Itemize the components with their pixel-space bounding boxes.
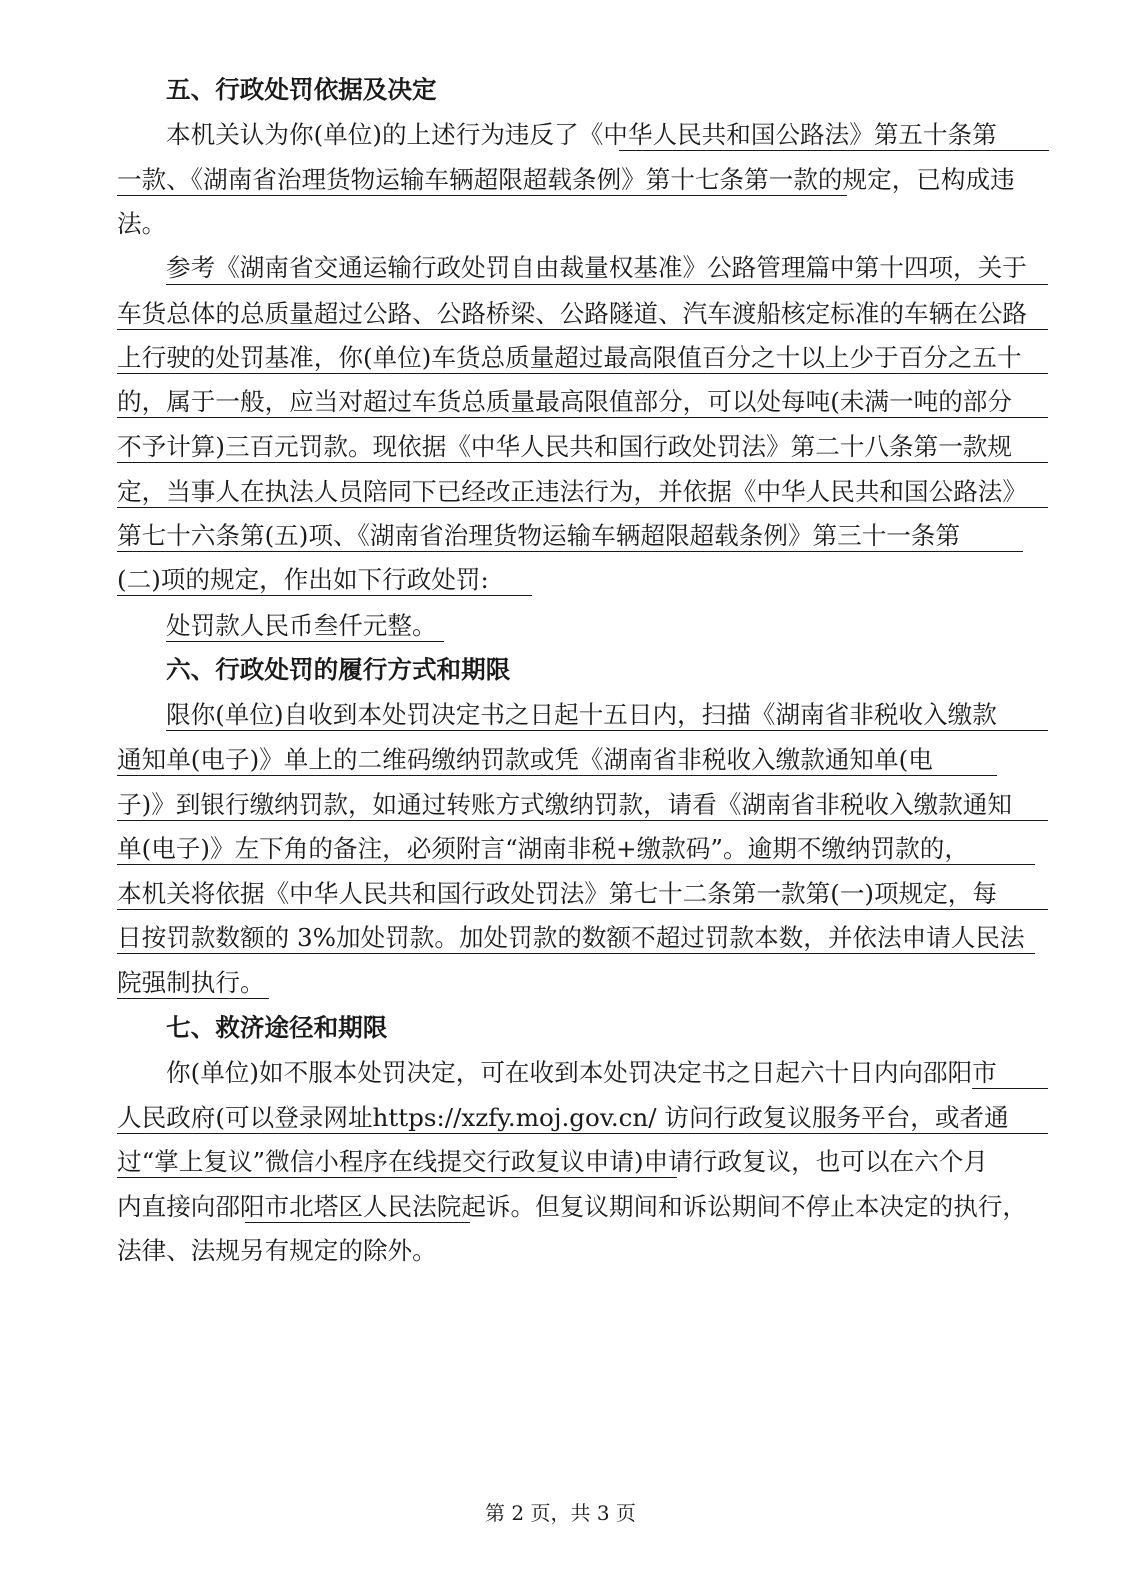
paragraph-line: 日按罚款数额的 3%加处罚款。加处罚款的数额不超过罚款本数，并依法申请人民法 — [117, 923, 1025, 952]
paragraph-line: 子)》到银行缴纳罚款，如通过转账方式缴纳罚款，请看《湖南省非税收入缴款通知 — [117, 790, 1012, 819]
fill-underline — [117, 329, 1048, 330]
fill-underline — [117, 551, 1023, 552]
paragraph-line: 本机关将依据《中华人民共和国行政处罚法》第七十二条第一款第(一)项规定，每 — [117, 879, 997, 908]
fill-underline — [117, 909, 1048, 910]
section-heading-6: 六、行政处罚的履行方式和期限 — [166, 655, 511, 684]
fill-underline — [117, 417, 1048, 418]
fill-underline — [117, 775, 997, 776]
fill-underline — [166, 284, 1048, 285]
fill-underline — [117, 953, 1035, 954]
paragraph-line: 限你(单位)自收到本处罚决定书之日起十五日内，扫描《湖南省非税收入缴款 — [166, 700, 997, 729]
paragraph-line: 过“掌上复议”微信小程序在线提交行政复议申请)申请行政复议，也可以在六个月 — [117, 1147, 988, 1176]
paragraph-line: (二)项的规定，作出如下行政处罚: — [117, 565, 489, 594]
paragraph-line: 上行驶的处罚基准，你(单位)车货总质量超过最高限值百分之十以上少于百分之五十 — [117, 343, 1022, 372]
fill-underline — [117, 998, 269, 999]
paragraph-line: 的，属于一般，应当对超过车货总质量最高限值部分，可以处每吨(未满一吨的部分 — [117, 387, 1012, 416]
paragraph-line: 不予计算)三百元罚款。现依据《中华人民共和国行政处罚法》第二十八条第一款规 — [117, 432, 1012, 461]
paragraph-line: 法律、法规另有规定的除外。 — [117, 1236, 437, 1265]
section-heading-7: 七、救济途径和期限 — [166, 1013, 388, 1042]
paragraph-line: 院强制执行。 — [117, 968, 265, 997]
fill-underline — [117, 462, 1048, 463]
paragraph-line: 法。 — [117, 209, 167, 238]
paragraph-line: 人民政府(可以登录网址https://xzfy.moj.gov.cn/ 访问行政复议服务平台，或者通 — [117, 1103, 1009, 1132]
fill-underline — [117, 507, 1048, 508]
fill-underline — [117, 595, 532, 596]
page-number-footer: 第 2 页，共 3 页 — [485, 1501, 636, 1525]
paragraph-line: 本机关认为你(单位)的上述行为违反了《中华人民共和国公路法》第五十条第 — [166, 120, 997, 149]
fill-underline — [166, 730, 1048, 731]
paragraph-line: 你(单位)如不服本处罚决定，可在收到本处罚决定书之日起六十日内向邵阳市 — [166, 1058, 997, 1087]
paragraph-line: 参考《湖南省交通运输行政处罚自由裁量权基准》公路管理篇中第十四项，关于 — [166, 253, 1027, 282]
fill-underline — [117, 1177, 677, 1178]
fill-underline — [117, 864, 1035, 865]
paragraph-line: 第七十六条第(五)项、《湖南省治理货物运输车辆超限超载条例》第三十一条第 — [117, 521, 961, 550]
fill-underline — [117, 195, 847, 196]
section-heading-5: 五、行政处罚依据及决定 — [166, 75, 437, 104]
fill-underline — [972, 1088, 1048, 1089]
paragraph-line: 车货总体的总质量超过公路、公路桥梁、公路隧道、汽车渡船核定标准的车辆在公路 — [117, 299, 1027, 328]
fill-underline — [619, 150, 1049, 151]
fill-underline — [117, 1133, 1048, 1134]
paragraph-line: 定，当事人在执法人员陪同下已经改正违法行为，并依据《中华人民共和国公路法》 — [117, 477, 1027, 506]
fill-underline — [166, 641, 444, 642]
fill-underline — [117, 820, 1048, 821]
paragraph-line: 通知单(电子)》单上的二维码缴纳罚款或凭《湖南省非税收入缴款通知单(电 — [117, 745, 933, 774]
penalty-amount: 处罚款人民币叁仟元整。 — [166, 611, 437, 640]
fill-underline — [245, 1222, 470, 1223]
paragraph-line: 内直接向邵阳市北塔区人民法院起诉。但复议期间和诉讼期间不停止本决定的执行， — [117, 1192, 1027, 1221]
paragraph-line: 单(电子)》左下角的备注，必须附言“湖南非税+缴款码”。逾期不缴纳罚款的， — [117, 834, 969, 863]
fill-underline — [117, 373, 1048, 374]
paragraph-line: 一款、《湖南省治理货物运输车辆超限超载条例》第十七条第一款的规定，已构成违 — [117, 165, 1015, 194]
